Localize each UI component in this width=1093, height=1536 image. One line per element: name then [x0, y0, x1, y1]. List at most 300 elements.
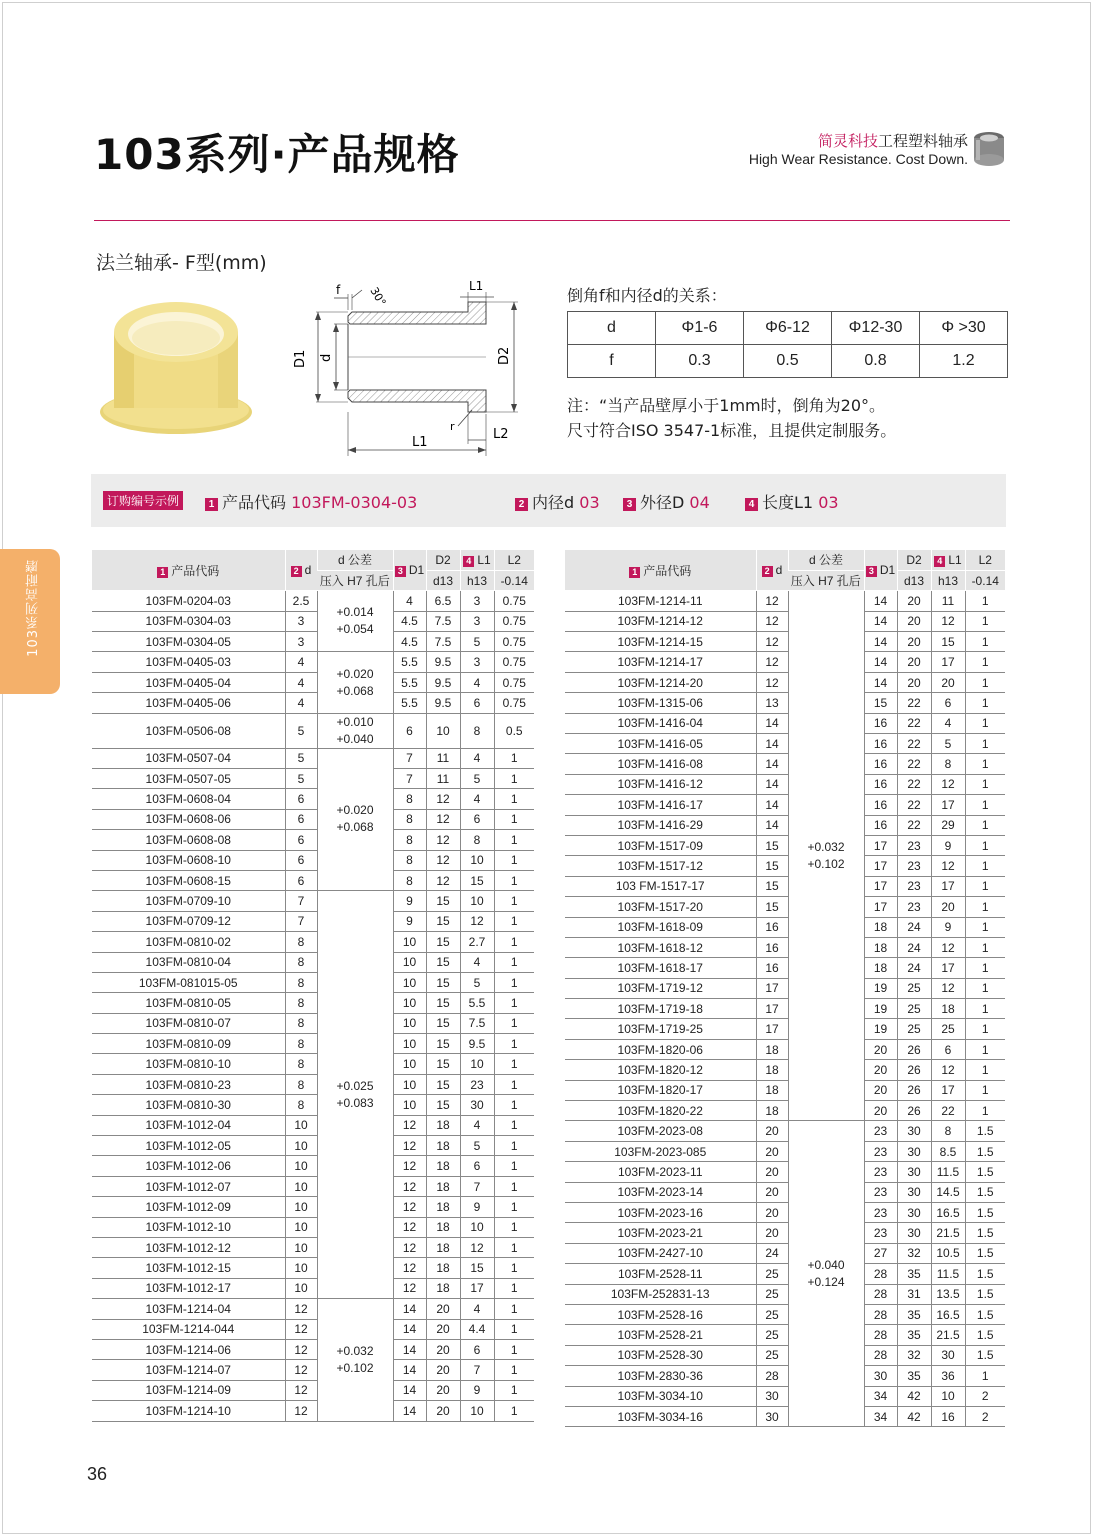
drawing-label-angle: 30° — [367, 285, 389, 309]
cell-L2: 1 — [965, 632, 1005, 652]
cell-code: 103FM-1416-29 — [565, 815, 756, 835]
cell-D2: 25 — [897, 978, 931, 998]
cell-D1: 10 — [393, 1054, 426, 1074]
cell-L1: 12 — [931, 1060, 965, 1080]
cell-d: 7 — [285, 891, 317, 911]
cell-D2: 24 — [897, 958, 931, 978]
cell-code: 103FM-0304-05 — [92, 632, 285, 652]
order-item-value: 103FM-0304-03 — [291, 493, 418, 512]
cell-code: 103FM-1517-09 — [565, 835, 756, 855]
table-row — [565, 1264, 1005, 1284]
cell-d: 3 — [285, 611, 317, 631]
table-row — [92, 1258, 534, 1278]
cell-code: 103FM-1214-11 — [565, 591, 756, 611]
cell-code: 103FM-1214-04 — [92, 1299, 285, 1319]
cell-code: 103FM-0810-07 — [92, 1013, 285, 1033]
cell-D1: 12 — [393, 1278, 426, 1298]
cell-L1: 17 — [931, 1080, 965, 1100]
cell-L2: 1 — [494, 1360, 534, 1380]
table-row — [565, 917, 1005, 937]
table-row — [92, 1115, 534, 1135]
cell-L2: 1 — [965, 917, 1005, 937]
table-row — [92, 850, 534, 870]
cell-L1: 4 — [460, 672, 494, 692]
cell-code: 103FM-1517-20 — [565, 897, 756, 917]
cell-D2: 22 — [897, 795, 931, 815]
table-row — [92, 1217, 534, 1237]
drawing-label-L2: L2 — [493, 427, 509, 442]
cell-D1: 8 — [393, 789, 426, 809]
cell-d: 10 — [285, 1238, 317, 1258]
cell-D2: 35 — [897, 1366, 931, 1386]
col-header-label: d — [775, 563, 783, 578]
cell-D1: 14 — [393, 1380, 426, 1400]
cell-L1: 16 — [931, 1406, 965, 1426]
cell-D1: 12 — [393, 1238, 426, 1258]
cell-code: 103FM-2528-30 — [565, 1345, 756, 1365]
table-row — [92, 1136, 534, 1156]
cell-D1: 12 — [393, 1217, 426, 1237]
cell-L2: 1 — [494, 1156, 534, 1176]
chamfer-value-row — [568, 345, 1008, 378]
cell-L1: 22 — [931, 1101, 965, 1121]
order-item-length — [745, 490, 839, 513]
cell-L2: 1 — [494, 1238, 534, 1258]
table-row — [92, 591, 534, 611]
cell-L2: 1.5 — [965, 1243, 1005, 1263]
tolerance-line: +0.124 — [807, 1274, 845, 1289]
cell-D1: 23 — [864, 1141, 897, 1161]
cell-D2: 12 — [426, 809, 460, 829]
cell-code: 103FM-1719-12 — [565, 978, 756, 998]
cell-L2: 1 — [965, 591, 1005, 611]
cell-L1: 18 — [931, 999, 965, 1019]
cell-D2: 22 — [897, 774, 931, 794]
notes — [567, 393, 896, 443]
table-row — [565, 897, 1005, 917]
cell-d: 30 — [756, 1406, 788, 1426]
cell-L1: 7 — [460, 1360, 494, 1380]
col-header-d — [285, 550, 317, 591]
col-subheader-L1: h13 — [931, 570, 965, 590]
cell-code: 103FM-1618-09 — [565, 917, 756, 937]
cell-d: 4 — [285, 652, 317, 672]
cell-D2: 20 — [897, 611, 931, 631]
cell-code: 103FM-1012-12 — [92, 1238, 285, 1258]
cell-L2: 0.75 — [494, 693, 534, 713]
cell-D1: 14 — [393, 1299, 426, 1319]
cell-d: 12 — [285, 1380, 317, 1400]
cell-D2: 22 — [897, 754, 931, 774]
tolerance-line: +0.054 — [336, 622, 374, 637]
cell-d: 8 — [285, 1095, 317, 1115]
cell-L1: 6 — [460, 1156, 494, 1176]
cell-L2: 1.5 — [965, 1141, 1005, 1161]
cell-D1: 9 — [393, 911, 426, 931]
table-row — [565, 1101, 1005, 1121]
cell-code: 103FM-0405-06 — [92, 693, 285, 713]
cell-L1: 15 — [460, 870, 494, 890]
tolerance-line: +0.010 — [336, 714, 374, 729]
cell-D2: 20 — [426, 1299, 460, 1319]
cell-D2: 22 — [897, 815, 931, 835]
number-badge: 1 — [157, 567, 168, 578]
order-item-label: 内径d — [532, 493, 575, 512]
table-row — [565, 1203, 1005, 1223]
cell-dtol — [788, 1121, 864, 1427]
table-row — [565, 1366, 1005, 1386]
number-badge: 1 — [205, 498, 218, 511]
cell-code: 103FM-0405-03 — [92, 652, 285, 672]
cell-D2: 20 — [897, 632, 931, 652]
cell-D1: 17 — [864, 835, 897, 855]
cell-D1: 7 — [393, 769, 426, 789]
cell-L1: 11 — [931, 591, 965, 611]
section-subtitle: 法兰轴承- F型(mm) — [96, 252, 267, 274]
cell-d: 10 — [285, 1156, 317, 1176]
cell-L2: 1 — [494, 748, 534, 768]
cell-D2: 18 — [426, 1238, 460, 1258]
cell-L2: 1 — [494, 769, 534, 789]
table-row — [92, 1319, 534, 1339]
cell-L2: 1 — [965, 611, 1005, 631]
table-row — [92, 1401, 534, 1421]
cell-D1: 23 — [864, 1223, 897, 1243]
cell-d: 14 — [756, 713, 788, 733]
cell-D2: 20 — [897, 672, 931, 692]
cell-d: 12 — [285, 1319, 317, 1339]
cell-D2: 12 — [426, 850, 460, 870]
cell-code: 103FM-1214-06 — [92, 1339, 285, 1359]
cell-L1: 15 — [931, 632, 965, 652]
cell-code: 103FM-0304-03 — [92, 611, 285, 631]
number-badge: 2 — [291, 566, 302, 577]
table-row — [565, 876, 1005, 896]
cell-L1: 4 — [460, 748, 494, 768]
cell-D2: 20 — [426, 1319, 460, 1339]
cell-d: 20 — [756, 1182, 788, 1202]
order-item-code — [205, 490, 417, 513]
cell-L1: 11.5 — [931, 1264, 965, 1284]
table-row — [92, 1013, 534, 1033]
cell-d: 12 — [756, 632, 788, 652]
cell-D2: 18 — [426, 1136, 460, 1156]
cell-code: 103FM-2023-085 — [565, 1141, 756, 1161]
cell-L1: 6 — [931, 1039, 965, 1059]
table-row — [565, 652, 1005, 672]
cell-D1: 20 — [864, 1080, 897, 1100]
cell-L2: 2 — [965, 1386, 1005, 1406]
note-line: 尺寸符合ISO 3547-1标准，且提供定制服务。 — [567, 421, 897, 440]
cell-L2: 0.75 — [494, 591, 534, 611]
table-row — [565, 999, 1005, 1019]
table-row — [92, 693, 534, 713]
cell-d: 16 — [756, 958, 788, 978]
chamfer-cell: Φ12-30 — [832, 312, 920, 345]
col-header-code — [92, 550, 285, 591]
col-header-d — [756, 550, 788, 591]
cell-code: 103FM-1820-17 — [565, 1080, 756, 1100]
cell-L1: 30 — [460, 1095, 494, 1115]
cell-d: 16 — [756, 937, 788, 957]
cell-D1: 28 — [864, 1345, 897, 1365]
cell-D2: 20 — [426, 1360, 460, 1380]
order-item-value: 03 — [579, 493, 600, 512]
cell-d: 25 — [756, 1345, 788, 1365]
cell-D1: 19 — [864, 999, 897, 1019]
cell-d: 20 — [756, 1223, 788, 1243]
table-row — [92, 1054, 534, 1074]
cell-D1: 14 — [393, 1319, 426, 1339]
cell-D1: 9 — [393, 891, 426, 911]
cell-code: 103FM-1719-25 — [565, 1019, 756, 1039]
table-row — [92, 932, 534, 952]
number-badge: 2 — [515, 498, 528, 511]
cell-dtol — [788, 591, 864, 1121]
table-row — [92, 789, 534, 809]
cell-L2: 1 — [494, 1095, 534, 1115]
col-subheader-dtol: 压入 H7 孔后 — [788, 570, 864, 590]
cell-D2: 18 — [426, 1258, 460, 1278]
col-header-label: L1 — [948, 552, 962, 567]
cell-L2: 1 — [494, 911, 534, 931]
cell-L1: 12 — [460, 1238, 494, 1258]
cell-D2: 30 — [897, 1182, 931, 1202]
cell-D2: 15 — [426, 993, 460, 1013]
cell-d: 6 — [285, 830, 317, 850]
cell-code: 103FM-2023-21 — [565, 1223, 756, 1243]
cell-D1: 16 — [864, 734, 897, 754]
cell-dtol — [317, 1299, 393, 1421]
cell-D1: 16 — [864, 713, 897, 733]
cell-code: 103FM-2023-16 — [565, 1203, 756, 1223]
cell-D1: 17 — [864, 876, 897, 896]
cell-D1: 17 — [864, 897, 897, 917]
cell-d: 20 — [756, 1162, 788, 1182]
brand-slogan: High Wear Resistance. Cost Down. — [748, 151, 968, 167]
cell-L1: 10.5 — [931, 1243, 965, 1263]
cell-code: 103FM-1214-07 — [92, 1360, 285, 1380]
cell-d: 14 — [756, 815, 788, 835]
table-row — [92, 1197, 534, 1217]
table-row — [565, 632, 1005, 652]
cell-L2: 1.5 — [965, 1223, 1005, 1243]
cell-D2: 32 — [897, 1345, 931, 1365]
cell-D2: 35 — [897, 1325, 931, 1345]
cell-D1: 23 — [864, 1182, 897, 1202]
spec-table-left — [92, 550, 534, 1422]
cell-L1: 21.5 — [931, 1325, 965, 1345]
table-row — [565, 611, 1005, 631]
cell-code: 103FM-2830-36 — [565, 1366, 756, 1386]
cell-D1: 10 — [393, 1074, 426, 1094]
cell-code: 103FM-0709-12 — [92, 911, 285, 931]
cell-L2: 1 — [965, 713, 1005, 733]
cell-code: 103FM-2023-08 — [565, 1121, 756, 1141]
order-example-label: 订购编号示例 — [103, 491, 183, 510]
cell-L1: 8 — [460, 713, 494, 748]
cell-D1: 20 — [864, 1039, 897, 1059]
cell-d: 25 — [756, 1304, 788, 1324]
cell-L1: 12 — [931, 856, 965, 876]
cell-L2: 1 — [494, 1013, 534, 1033]
cell-L2: 1.5 — [965, 1284, 1005, 1304]
cell-code: 103FM-1416-17 — [565, 795, 756, 815]
cell-D2: 31 — [897, 1284, 931, 1304]
cell-D2: 20 — [897, 591, 931, 611]
drawing-label-r: r — [450, 420, 455, 433]
cell-L1: 20 — [931, 672, 965, 692]
cell-d: 12 — [756, 611, 788, 631]
cell-L1: 3 — [460, 611, 494, 631]
cell-code: 103FM-0810-05 — [92, 993, 285, 1013]
table-row — [92, 713, 534, 748]
chamfer-cell: 1.2 — [920, 345, 1008, 378]
tolerance-line: +0.020 — [336, 803, 374, 818]
table-row — [565, 1406, 1005, 1426]
cell-L2: 1 — [965, 672, 1005, 692]
col-header-D1 — [864, 550, 897, 591]
cell-D2: 7.5 — [426, 632, 460, 652]
tolerance-line: +0.083 — [336, 1095, 374, 1110]
table-row — [565, 856, 1005, 876]
cell-L1: 5 — [460, 972, 494, 992]
table-row — [565, 958, 1005, 978]
cell-D2: 15 — [426, 1074, 460, 1094]
table-row — [92, 632, 534, 652]
cell-dtol — [317, 891, 393, 1299]
table-row — [565, 1182, 1005, 1202]
tolerance-line: +0.068 — [336, 683, 374, 698]
cell-L2: 1 — [494, 932, 534, 952]
cell-d: 10 — [285, 1197, 317, 1217]
cell-D2: 22 — [897, 713, 931, 733]
chamfer-cell: Φ6-12 — [744, 312, 832, 345]
cell-D2: 10 — [426, 713, 460, 748]
drawing-label-D1: D1 — [293, 349, 308, 368]
table-row — [565, 1019, 1005, 1039]
order-item-value: 03 — [818, 493, 839, 512]
table-row — [92, 1380, 534, 1400]
cell-D2: 26 — [897, 1039, 931, 1059]
cell-D1: 14 — [393, 1339, 426, 1359]
cell-d: 12 — [285, 1299, 317, 1319]
col-header-L1 — [460, 550, 494, 570]
cell-L1: 12 — [931, 937, 965, 957]
cell-code: 103FM-1820-12 — [565, 1060, 756, 1080]
cell-L1: 17 — [931, 795, 965, 815]
cell-D1: 14 — [864, 652, 897, 672]
table-row — [565, 795, 1005, 815]
cell-d: 20 — [756, 1203, 788, 1223]
cell-D2: 12 — [426, 789, 460, 809]
cell-d: 8 — [285, 1074, 317, 1094]
cell-D1: 30 — [864, 1366, 897, 1386]
cell-D1: 16 — [864, 815, 897, 835]
cell-D2: 18 — [426, 1217, 460, 1237]
cell-d: 18 — [756, 1039, 788, 1059]
chamfer-cell: 0.3 — [656, 345, 744, 378]
order-item-value: 04 — [689, 493, 710, 512]
cell-L1: 20 — [931, 897, 965, 917]
cell-D1: 16 — [864, 795, 897, 815]
cell-d: 6 — [285, 870, 317, 890]
cell-d: 8 — [285, 1034, 317, 1054]
cell-D1: 10 — [393, 932, 426, 952]
cell-L2: 1 — [965, 652, 1005, 672]
cell-d: 10 — [285, 1258, 317, 1278]
cell-D1: 12 — [393, 1176, 426, 1196]
cell-D2: 42 — [897, 1406, 931, 1426]
cell-D1: 16 — [864, 774, 897, 794]
cell-d: 15 — [756, 856, 788, 876]
cell-L1: 9 — [460, 1380, 494, 1400]
cell-D1: 14 — [393, 1360, 426, 1380]
page-title: 103系列·产品规格 — [94, 130, 460, 179]
col-header-D2: D2 — [897, 550, 931, 570]
tolerance-line: +0.020 — [336, 666, 374, 681]
cell-code: 103FM-1820-06 — [565, 1039, 756, 1059]
cell-L1: 6 — [460, 693, 494, 713]
cell-L2: 1.5 — [965, 1345, 1005, 1365]
cell-D1: 4 — [393, 591, 426, 611]
cell-L1: 4 — [460, 952, 494, 972]
table-row — [92, 1176, 534, 1196]
cell-d: 17 — [756, 978, 788, 998]
col-header-L2: L2 — [965, 550, 1005, 570]
cell-L2: 1.5 — [965, 1162, 1005, 1182]
cell-D1: 14 — [393, 1401, 426, 1421]
cell-code: 103FM-0506-08 — [92, 713, 285, 748]
cell-D2: 20 — [897, 652, 931, 672]
cell-d: 10 — [285, 1115, 317, 1135]
cell-D1: 12 — [393, 1115, 426, 1135]
cell-D2: 35 — [897, 1304, 931, 1324]
table-row — [565, 672, 1005, 692]
cell-D1: 8 — [393, 870, 426, 890]
cell-code: 103FM-2427-10 — [565, 1243, 756, 1263]
col-subheader-D2: d13 — [426, 570, 460, 590]
cell-d: 20 — [756, 1141, 788, 1161]
cell-D1: 28 — [864, 1284, 897, 1304]
cell-L1: 4 — [460, 1115, 494, 1135]
cell-D2: 30 — [897, 1223, 931, 1243]
tolerance-line: +0.068 — [336, 820, 374, 835]
cell-L2: 1 — [494, 1074, 534, 1094]
table-header-row — [565, 550, 1005, 570]
cell-d: 3 — [285, 632, 317, 652]
cell-D2: 30 — [897, 1162, 931, 1182]
table-row — [92, 911, 534, 931]
table-row — [565, 937, 1005, 957]
cell-L2: 1.5 — [965, 1121, 1005, 1141]
cell-code: 103FM-0608-15 — [92, 870, 285, 890]
cell-L2: 0.75 — [494, 652, 534, 672]
cell-d: 13 — [756, 693, 788, 713]
cell-L1: 17 — [931, 876, 965, 896]
cell-code: 103FM-0608-06 — [92, 809, 285, 829]
table-row — [92, 1299, 534, 1319]
table-row — [565, 1080, 1005, 1100]
cell-L1: 5.5 — [460, 993, 494, 1013]
cell-d: 10 — [285, 1217, 317, 1237]
col-header-D1 — [393, 550, 426, 591]
cell-L2: 1 — [965, 978, 1005, 998]
cell-D2: 18 — [426, 1156, 460, 1176]
cell-L2: 1 — [965, 999, 1005, 1019]
cell-D1: 28 — [864, 1325, 897, 1345]
cell-L2: 1 — [965, 815, 1005, 835]
